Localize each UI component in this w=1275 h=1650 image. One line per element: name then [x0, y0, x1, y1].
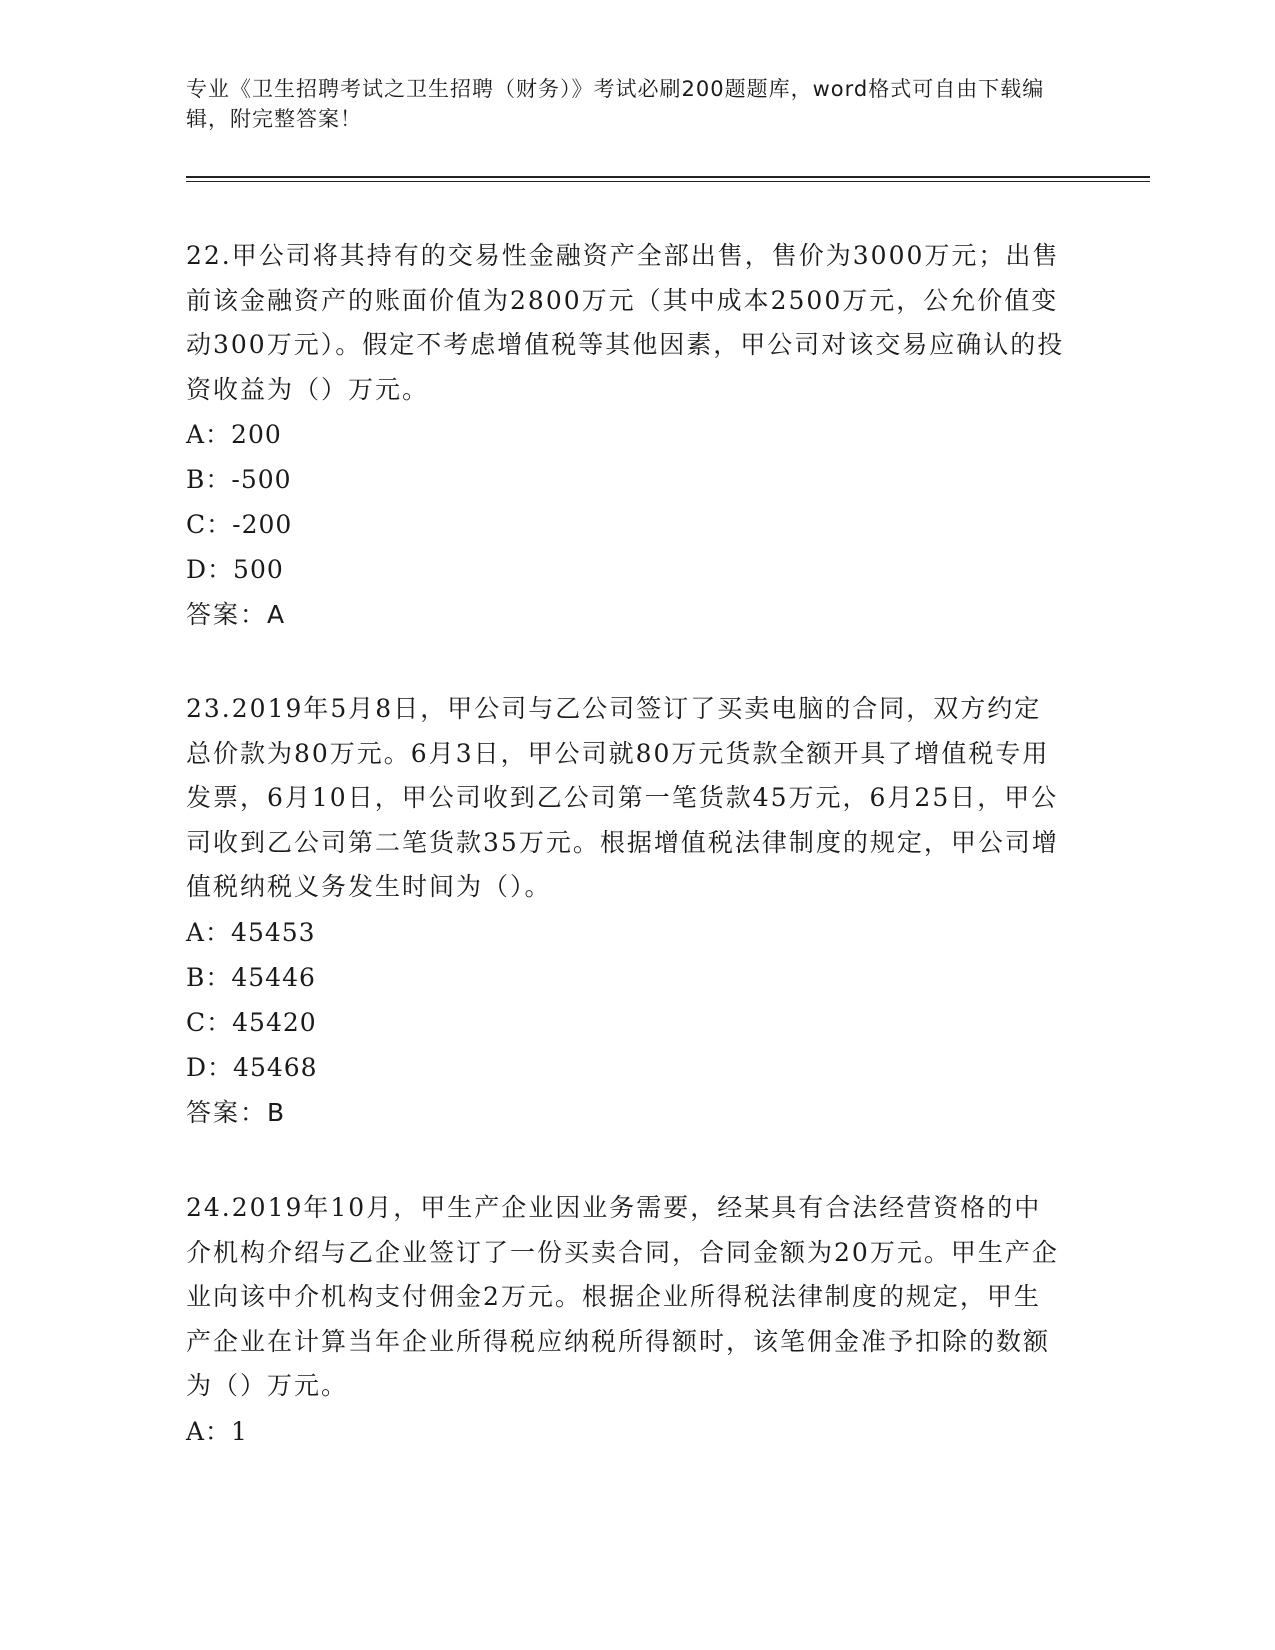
option-c: C：45420	[186, 1007, 317, 1037]
question-22	[186, 234, 1066, 637]
option-b: B：-500	[186, 465, 292, 494]
question-23	[186, 687, 1066, 1135]
answer-line: 答案：A	[186, 600, 287, 629]
option-a: A：200	[186, 420, 282, 449]
question-24	[186, 1186, 1066, 1454]
header-divider	[186, 176, 1150, 182]
option-b: B：45446	[186, 962, 316, 992]
question-stem: 24.2019年10月，甲生产企业因业务需要，经某具有合法经营资格的中介机构介绍与乙企业签订了一份买卖合同，合同金额为20万元。甲生产企业向该中介机构支付佣金2万元。根据企业所得税法律制度的规定，甲生产企业在计算当年企业所得税应纳税所得额时，该笔佣金准予扣除的数额为（）万元。	[186, 1193, 1059, 1400]
option-d: D：500	[186, 555, 284, 584]
option-a: A：45453	[186, 917, 316, 947]
question-stem: 23.2019年5月8日，甲公司与乙公司签订了买卖电脑的合同，双方约定总价款为80万元。6月3日，甲公司就80万元货款全额开具了增值税专用发票，6月10日，甲公司收到乙公司第一笔货款45万元，6月25日，甲公司收到乙公司第二笔货款35万元。根据增值税法律制度的规定，甲公司增值税纳税义务发生时间为（）。	[186, 694, 1059, 901]
document-header: 专业《卫生招聘考试之卫生招聘（财务）》考试必刷200题题库，word格式可自由下载编辑，附完整答案！	[186, 77, 1045, 131]
option-c: C：-200	[186, 510, 293, 539]
option-a: A：1	[186, 1416, 248, 1446]
answer-line: 答案：B	[186, 1097, 287, 1127]
option-d: D：45468	[186, 1052, 318, 1082]
question-stem: 22.甲公司将其持有的交易性金融资产全部出售，售价为3000万元；出售前该金融资产的账面价值为2800万元（其中成本2500万元，公允价值变动300万元）。假定不考虑增值税等其他因素，甲公司对该交易应确认的投资收益为（）万元。	[186, 241, 1065, 404]
